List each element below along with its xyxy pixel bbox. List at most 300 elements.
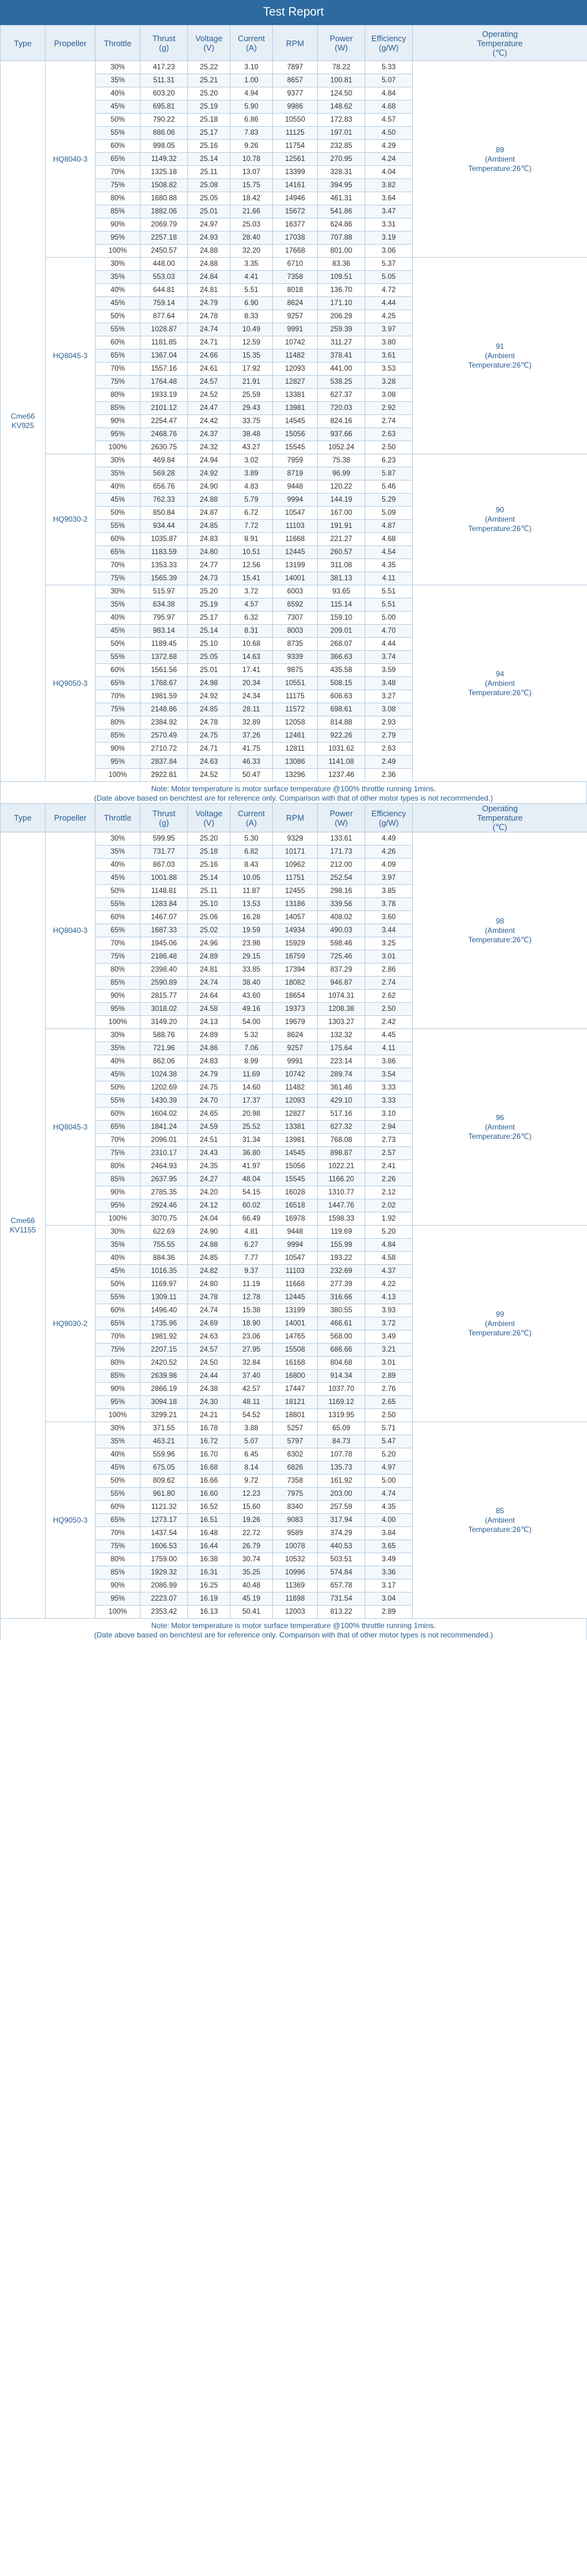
current-cell: 43.27 [230,441,273,454]
efficiency-cell: 3.59 [365,664,413,677]
throttle-cell: 75% [96,703,141,716]
throttle-cell: 85% [96,729,141,743]
rpm-cell: 9083 [273,1514,318,1527]
current-cell: 15.38 [230,1304,273,1317]
voltage-cell: 24.92 [188,467,230,481]
current-cell: 28.11 [230,703,273,716]
thrust-cell: 1606.53 [141,1540,188,1553]
col-temperature: Operating Temperature (℃) [413,804,587,832]
rpm-cell: 14057 [273,911,318,924]
throttle-cell: 70% [96,363,141,376]
current-cell: 36.80 [230,1147,273,1160]
thrust-cell: 1149.32 [141,153,188,166]
thrust-cell: 1309.11 [141,1291,188,1304]
voltage-cell: 16.51 [188,1514,230,1527]
thrust-cell: 3094.18 [141,1396,188,1409]
power-cell: 260.57 [318,546,365,559]
power-cell: 171.10 [318,297,365,310]
efficiency-cell: 4.74 [365,1488,413,1501]
col-rpm: RPM [273,804,318,832]
rpm-cell: 17447 [273,1383,318,1396]
current-cell: 5.51 [230,284,273,297]
table-note [0,1619,587,1640]
throttle-cell: 55% [96,127,141,140]
voltage-cell: 24.63 [188,756,230,769]
thrust-cell: 1367.04 [141,349,188,363]
voltage-cell: 25.11 [188,166,230,179]
voltage-cell: 25.05 [188,651,230,664]
thrust-cell: 934.44 [141,520,188,533]
rpm-cell: 6003 [273,585,318,598]
rpm-cell: 10078 [273,1540,318,1553]
voltage-cell: 24.50 [188,1357,230,1370]
throttle-cell: 45% [96,494,141,507]
power-cell: 598.46 [318,937,365,950]
throttle-cell: 90% [96,415,141,428]
throttle-cell: 65% [96,546,141,559]
rpm-cell: 14545 [273,415,318,428]
power-cell: 1169.12 [318,1396,365,1409]
throttle-cell: 70% [96,559,141,572]
current-cell: 3.35 [230,258,273,271]
voltage-cell: 24.75 [188,729,230,743]
propeller-cell: HQ8045-3 [46,258,96,454]
efficiency-cell: 2.02 [365,1199,413,1212]
efficiency-cell: 2.86 [365,964,413,977]
efficiency-cell: 2.26 [365,1173,413,1186]
efficiency-cell: 2.36 [365,769,413,782]
rpm-cell: 11754 [273,140,318,153]
voltage-cell: 16.25 [188,1579,230,1593]
throttle-cell: 75% [96,376,141,389]
efficiency-cell: 4.58 [365,1252,413,1265]
efficiency-cell: 4.29 [365,140,413,153]
throttle-cell: 70% [96,937,141,950]
voltage-cell: 24.83 [188,533,230,546]
throttle-cell: 30% [96,61,141,74]
throttle-cell: 90% [96,1186,141,1199]
voltage-cell: 24.32 [188,441,230,454]
efficiency-cell: 6.23 [365,454,413,467]
power-cell: 78.22 [318,61,365,74]
thrust-cell: 3149.20 [141,1016,188,1029]
power-cell: 119.69 [318,1226,365,1239]
current-cell: 20.98 [230,1108,273,1121]
voltage-cell: 24.90 [188,1226,230,1239]
table-row [1,832,587,846]
rpm-cell: 11482 [273,1081,318,1095]
power-cell: 429.10 [318,1095,365,1108]
rpm-cell: 7358 [273,271,318,284]
voltage-cell: 24.52 [188,769,230,782]
power-cell: 1303.27 [318,1016,365,1029]
throttle-cell: 60% [96,1108,141,1121]
efficiency-cell: 5.29 [365,494,413,507]
col-efficiency: Efficiency (g/W) [365,804,413,832]
thrust-cell: 2639.98 [141,1370,188,1383]
power-cell: 144.19 [318,494,365,507]
current-cell: 15.60 [230,1501,273,1514]
throttle-cell: 30% [96,832,141,846]
current-cell: 38.48 [230,428,273,441]
throttle-cell: 35% [96,467,141,481]
power-cell: 133.61 [318,832,365,846]
current-cell: 7.72 [230,520,273,533]
power-cell: 159.10 [318,612,365,625]
power-cell: 206.29 [318,310,365,323]
voltage-cell: 24.57 [188,376,230,389]
current-cell: 16.28 [230,911,273,924]
current-cell: 40.48 [230,1579,273,1593]
power-cell: 107.78 [318,1448,365,1461]
power-cell: 75.38 [318,454,365,467]
thrust-cell: 2922.81 [141,769,188,782]
thrust-cell: 588.76 [141,1029,188,1042]
rpm-cell: 16759 [273,950,318,964]
throttle-cell: 55% [96,651,141,664]
efficiency-cell: 3.49 [365,1330,413,1344]
power-cell: 946.87 [318,977,365,990]
rpm-cell: 9257 [273,1042,318,1055]
rpm-cell: 13381 [273,1121,318,1134]
power-cell: 277.39 [318,1278,365,1291]
throttle-cell: 45% [96,625,141,638]
rpm-cell: 12445 [273,546,318,559]
current-cell: 6.72 [230,507,273,520]
voltage-cell: 24.89 [188,1029,230,1042]
power-cell: 627.32 [318,1121,365,1134]
thrust-cell: 1561.56 [141,664,188,677]
voltage-cell: 24.58 [188,1003,230,1016]
power-cell: 574.84 [318,1566,365,1579]
throttle-cell: 65% [96,1514,141,1527]
thrust-cell: 795.97 [141,612,188,625]
current-cell: 3.02 [230,454,273,467]
efficiency-cell: 3.28 [365,376,413,389]
report-title: Test Report [0,0,587,25]
throttle-cell: 60% [96,140,141,153]
note-line: (Date above based on benchtest are for reference only. Comparison with that of other motor types is not recommended.) [94,1631,493,1639]
thrust-cell: 2464.93 [141,1160,188,1173]
power-cell: 503.51 [318,1553,365,1566]
voltage-cell: 24.83 [188,1055,230,1068]
throttle-cell: 100% [96,1016,141,1029]
thrust-cell: 1981.92 [141,1330,188,1344]
thrust-cell: 2207.15 [141,1344,188,1357]
voltage-cell: 24.80 [188,1278,230,1291]
propeller-cell: HQ9030-2 [46,454,96,585]
current-cell: 32.89 [230,716,273,729]
rpm-cell: 10742 [273,1068,318,1081]
thrust-cell: 1604.02 [141,1108,188,1121]
throttle-cell: 40% [96,87,141,100]
current-cell: 19.59 [230,924,273,937]
efficiency-cell: 4.13 [365,1291,413,1304]
efficiency-cell: 3.25 [365,937,413,950]
rpm-cell: 6710 [273,258,318,271]
voltage-cell: 24.98 [188,677,230,690]
col-thrust: Thrust (g) [141,26,188,61]
current-cell: 10.78 [230,153,273,166]
power-cell: 380.55 [318,1304,365,1317]
power-cell: 1310.77 [318,1186,365,1199]
voltage-cell: 24.81 [188,284,230,297]
rpm-cell: 14001 [273,572,318,585]
rpm-cell: 9257 [273,310,318,323]
voltage-cell: 16.48 [188,1527,230,1540]
throttle-cell: 85% [96,1173,141,1186]
voltage-cell: 24.84 [188,271,230,284]
thrust-cell: 1764.48 [141,376,188,389]
throttle-cell: 90% [96,218,141,232]
thrust-cell: 2096.01 [141,1134,188,1147]
power-cell: 627.37 [318,389,365,402]
throttle-cell: 100% [96,245,141,258]
col-rpm: RPM [273,26,318,61]
throttle-cell: 30% [96,1422,141,1435]
efficiency-cell: 3.27 [365,690,413,703]
temperature-cell: 98 (Ambient Temperature:26℃) [413,832,587,1029]
power-cell: 171.73 [318,846,365,859]
efficiency-cell: 3.47 [365,205,413,218]
power-cell: 440.53 [318,1540,365,1553]
current-cell: 18.90 [230,1317,273,1330]
rpm-cell: 17668 [273,245,318,258]
throttle-cell: 45% [96,1265,141,1278]
rpm-cell: 8735 [273,638,318,651]
power-cell: 541.86 [318,205,365,218]
current-cell: 41.97 [230,1160,273,1173]
efficiency-cell: 4.84 [365,87,413,100]
efficiency-cell: 2.93 [365,716,413,729]
rpm-cell: 14934 [273,924,318,937]
rpm-cell: 10547 [273,1252,318,1265]
thrust-cell: 3018.02 [141,1003,188,1016]
throttle-cell: 45% [96,1068,141,1081]
thrust-cell: 1735.96 [141,1317,188,1330]
current-cell: 54.15 [230,1186,273,1199]
rpm-cell: 9448 [273,1226,318,1239]
throttle-cell: 50% [96,1278,141,1291]
efficiency-cell: 5.05 [365,271,413,284]
thrust-cell: 1001.88 [141,872,188,885]
report-sections [0,25,587,1640]
throttle-cell: 30% [96,1226,141,1239]
throttle-cell: 50% [96,310,141,323]
throttle-cell: 95% [96,232,141,245]
thrust-cell: 2710.72 [141,743,188,756]
rpm-cell: 7975 [273,1488,318,1501]
throttle-cell: 35% [96,1042,141,1055]
voltage-cell: 24.20 [188,1186,230,1199]
throttle-cell: 60% [96,1501,141,1514]
power-cell: 1037.70 [318,1383,365,1396]
voltage-cell: 25.02 [188,924,230,937]
voltage-cell: 25.06 [188,911,230,924]
efficiency-cell: 3.31 [365,218,413,232]
thrust-cell: 1467.07 [141,911,188,924]
thrust-cell: 809.62 [141,1475,188,1488]
current-cell: 9.26 [230,140,273,153]
power-cell: 538.25 [318,376,365,389]
throttle-cell: 95% [96,1003,141,1016]
efficiency-cell: 3.97 [365,323,413,336]
efficiency-cell: 2.63 [365,743,413,756]
thrust-cell: 1680.88 [141,192,188,205]
voltage-cell: 24.93 [188,232,230,245]
efficiency-cell: 4.09 [365,859,413,872]
table-row [1,585,587,598]
throttle-cell: 65% [96,677,141,690]
power-cell: 339.56 [318,898,365,911]
current-cell: 43.60 [230,990,273,1003]
col-propeller: Propeller [46,26,96,61]
efficiency-cell: 2.79 [365,729,413,743]
power-cell: 84.73 [318,1435,365,1448]
thrust-cell: 1121.32 [141,1501,188,1514]
current-cell: 10.49 [230,323,273,336]
throttle-cell: 60% [96,1304,141,1317]
voltage-cell: 16.70 [188,1448,230,1461]
power-cell: 203.00 [318,1488,365,1501]
current-cell: 6.82 [230,846,273,859]
throttle-cell: 100% [96,1409,141,1422]
current-cell: 32.20 [230,245,273,258]
throttle-cell: 65% [96,1121,141,1134]
thrust-cell: 1687.33 [141,924,188,937]
voltage-cell: 24.64 [188,990,230,1003]
current-cell: 12.59 [230,336,273,349]
rpm-cell: 15929 [273,937,318,950]
efficiency-cell: 3.01 [365,950,413,964]
efficiency-cell: 4.84 [365,1239,413,1252]
thrust-cell: 2101.12 [141,402,188,415]
voltage-cell: 25.05 [188,192,230,205]
power-cell: 120.22 [318,481,365,494]
power-cell: 394.95 [318,179,365,192]
throttle-cell: 55% [96,1095,141,1108]
thrust-cell: 1181.85 [141,336,188,349]
power-cell: 1052.24 [318,441,365,454]
power-cell: 1319.95 [318,1409,365,1422]
voltage-cell: 24.71 [188,336,230,349]
current-cell: 48.04 [230,1173,273,1186]
current-cell: 7.06 [230,1042,273,1055]
power-cell: 824.16 [318,415,365,428]
power-cell: 311.27 [318,336,365,349]
voltage-cell: 16.52 [188,1501,230,1514]
throttle-cell: 85% [96,402,141,415]
rpm-cell: 16028 [273,1186,318,1199]
current-cell: 5.90 [230,100,273,114]
thrust-cell: 1929.32 [141,1566,188,1579]
power-cell: 270.95 [318,153,365,166]
throttle-cell: 75% [96,179,141,192]
power-cell: 466.61 [318,1317,365,1330]
temperature-cell: 94 (Ambient Temperature:26℃) [413,585,587,782]
efficiency-cell: 2.50 [365,441,413,454]
current-cell: 6.27 [230,1239,273,1252]
throttle-cell: 65% [96,349,141,363]
efficiency-cell: 3.49 [365,1553,413,1566]
rpm-cell: 15545 [273,441,318,454]
table-row [1,1029,587,1042]
current-cell: 3.89 [230,467,273,481]
voltage-cell: 25.14 [188,153,230,166]
throttle-cell: 55% [96,898,141,911]
throttle-cell: 35% [96,598,141,612]
rpm-cell: 11103 [273,1265,318,1278]
throttle-cell: 65% [96,924,141,937]
current-cell: 5.30 [230,832,273,846]
thrust-cell: 3070.75 [141,1212,188,1226]
voltage-cell: 25.16 [188,859,230,872]
thrust-cell: 448.00 [141,258,188,271]
throttle-cell: 80% [96,1160,141,1173]
voltage-cell: 24.43 [188,1147,230,1160]
throttle-cell: 80% [96,964,141,977]
voltage-cell: 24.81 [188,964,230,977]
voltage-cell: 24.44 [188,1370,230,1383]
current-cell: 4.57 [230,598,273,612]
current-cell: 6.45 [230,1448,273,1461]
power-cell: 374.29 [318,1527,365,1540]
current-cell: 8.33 [230,310,273,323]
rpm-cell: 13296 [273,769,318,782]
throttle-cell: 35% [96,74,141,87]
current-cell: 8.31 [230,625,273,638]
voltage-cell: 24.74 [188,977,230,990]
col-current: Current (A) [230,804,273,832]
rpm-cell: 12561 [273,153,318,166]
rpm-cell: 9448 [273,481,318,494]
thrust-cell: 1759.00 [141,1553,188,1566]
current-cell: 15.35 [230,349,273,363]
thrust-cell: 998.05 [141,140,188,153]
efficiency-cell: 3.48 [365,677,413,690]
voltage-cell: 24.69 [188,1317,230,1330]
voltage-cell: 24.65 [188,1108,230,1121]
efficiency-cell: 3.01 [365,1357,413,1370]
thrust-cell: 569.28 [141,467,188,481]
voltage-cell: 24.77 [188,559,230,572]
current-cell: 4.94 [230,87,273,100]
efficiency-cell: 3.54 [365,1068,413,1081]
rpm-cell: 16377 [273,218,318,232]
voltage-cell: 24.35 [188,1160,230,1173]
throttle-cell: 40% [96,284,141,297]
throttle-cell: 35% [96,1435,141,1448]
rpm-cell: 10532 [273,1553,318,1566]
voltage-cell: 25.10 [188,638,230,651]
propeller-cell: HQ9050-3 [46,585,96,782]
current-cell: 3.72 [230,585,273,598]
power-cell: 223.14 [318,1055,365,1068]
power-cell: 837.29 [318,964,365,977]
throttle-cell: 90% [96,1383,141,1396]
power-cell: 96.99 [318,467,365,481]
power-cell: 221.27 [318,533,365,546]
thrust-cell: 731.77 [141,846,188,859]
efficiency-cell: 4.11 [365,572,413,585]
rpm-cell: 7897 [273,61,318,74]
power-cell: 366.63 [318,651,365,664]
power-cell: 311.08 [318,559,365,572]
throttle-cell: 65% [96,153,141,166]
efficiency-cell: 5.00 [365,1475,413,1488]
current-cell: 54.52 [230,1409,273,1422]
temperature-cell: 91 (Ambient Temperature:26℃) [413,258,587,454]
